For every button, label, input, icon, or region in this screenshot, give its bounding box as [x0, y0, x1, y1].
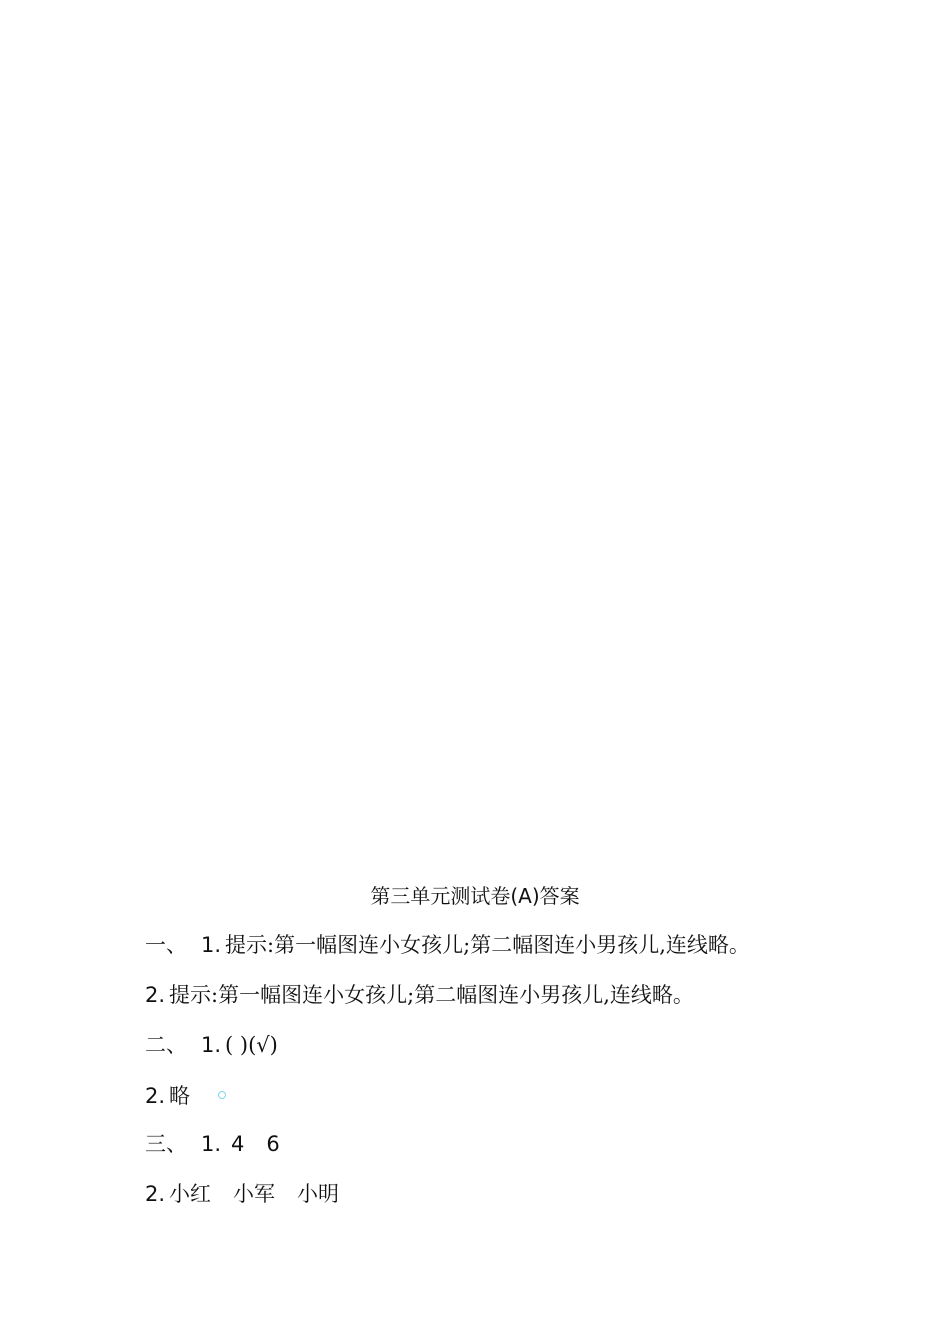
answer-text: 略 [169, 1084, 191, 1108]
answer-line-2-1 [145, 1030, 278, 1060]
item-number: 2. [145, 1182, 166, 1206]
item-number: 1. [201, 1132, 222, 1156]
circle-mark-icon [218, 1091, 226, 1099]
answer-line-2-2 [145, 1081, 190, 1111]
answer-line-3-1 [145, 1129, 280, 1159]
answer-text: ( )(√) [225, 1033, 278, 1057]
section-number: 二、 [145, 1033, 187, 1057]
answer-line-1-1 [145, 930, 750, 960]
item-number: 1. [201, 933, 222, 957]
answer-text: 提示:第一幅图连小女孩儿;第二幅图连小男孩儿,连线略。 [225, 933, 750, 957]
answer-value-b: 6 [266, 1132, 280, 1156]
item-number: 2. [145, 1084, 166, 1108]
answer-text: 提示:第一幅图连小女孩儿;第二幅图连小男孩儿,连线略。 [169, 983, 694, 1007]
page-title: 第三单元测试卷(A)答案 [370, 884, 580, 908]
section-number: 三、 [145, 1132, 187, 1156]
section-number: 一、 [145, 933, 187, 957]
answer-value-b: 小军 [233, 1182, 276, 1206]
answer-value-a: 4 [231, 1132, 245, 1156]
item-number: 1. [201, 1033, 222, 1057]
answer-line-3-2 [145, 1179, 339, 1209]
item-number: 2. [145, 983, 166, 1007]
answer-value-a: 小红 [169, 1182, 212, 1206]
answer-value-c: 小明 [297, 1182, 340, 1206]
answer-line-1-2 [145, 980, 694, 1010]
